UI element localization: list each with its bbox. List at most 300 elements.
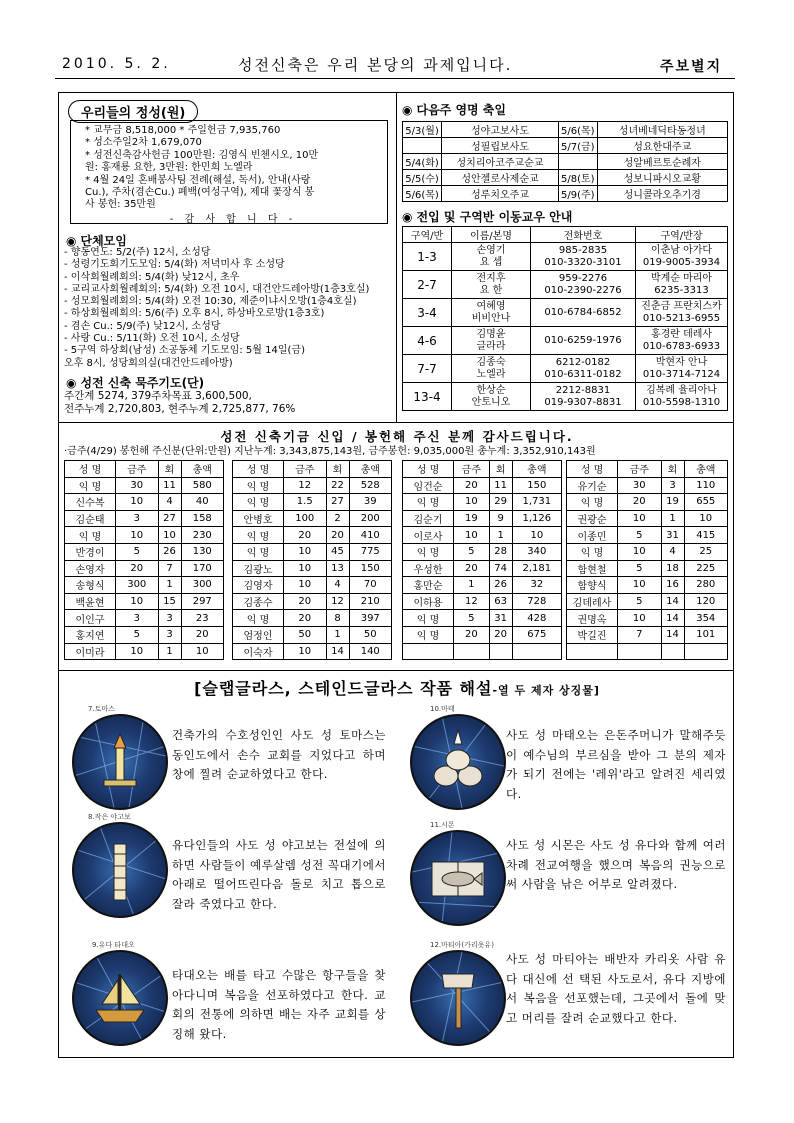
donor-count: 26 [489,577,512,594]
donor-count: 9 [489,510,512,527]
donor-name: 이미라 [65,643,116,660]
table-header-row [567,461,728,478]
column-header: 금주 [284,461,327,478]
offering-line: * 성소주일2차 1,679,070 [85,137,202,149]
donor-count: 1 [158,577,181,594]
table-row [403,527,562,544]
table-row [403,577,562,594]
table-row [65,626,224,643]
donor-count: 28 [489,543,512,560]
table-row [403,626,562,643]
table-row [233,560,392,577]
donor-name: 익 명 [567,494,618,511]
donor-week: 19 [454,510,490,527]
donor-total: 70 [349,577,392,594]
table-row [403,186,728,202]
donor-name: 김순기 [403,510,454,527]
feast-date [403,138,442,154]
offerings-thanks: - 감 사 합 니 다 - [169,213,297,225]
donor-total: 110 [684,477,728,494]
donor-name [567,643,618,660]
moving-name: 김명윤 글라라 [452,327,531,355]
donor-total: 528 [349,477,392,494]
column-header: 구역/반장 [636,227,728,243]
feast-saint: 성치리아코주교순교 [442,154,559,170]
donor-name: 박길진 [567,626,618,643]
donor-week: 5 [454,610,490,627]
donor-name: 김광노 [233,560,284,577]
moving-name: 여혜영 비비안나 [452,299,531,327]
donor-total: 397 [349,610,392,627]
donations-table-1 [64,460,224,660]
moving-zone: 2-7 [403,271,452,299]
donor-total: 10 [181,643,224,660]
moving-zone: 3-4 [403,299,452,327]
donor-week: 10 [454,527,490,544]
donor-week: 30 [618,477,662,494]
donor-total: 150 [512,477,561,494]
donor-name: 홍지연 [65,626,116,643]
donor-week: 10 [284,577,327,594]
table-row [567,510,728,527]
donor-count: 14 [326,643,349,660]
donor-total: 1,126 [512,510,561,527]
donor-name: 이인구 [65,610,116,627]
table-row [65,610,224,627]
donor-name: 익 명 [65,527,116,544]
column-header: 회 [661,461,684,478]
moving-zone: 1-3 [403,243,452,271]
donor-total: 130 [181,543,224,560]
donor-count: 19 [661,494,684,511]
donor-total: 580 [181,477,224,494]
donor-total: 20 [181,626,224,643]
donor-count: 45 [326,543,349,560]
donor-week: 5 [116,543,159,560]
group-item: - 향동연도: 5/2(주) 12시, 소성당 [64,247,211,258]
offering-line: Cu.), 주차(겸손Cu.) 폐백(여성구역), 제대 꽃장식 봉 [85,187,315,199]
item-description: 사도 성 시몬은 사도 성 유다와 함께 여러 차례 전교여행을 했으며 복음의 권능으로써 사람을 낚은 어부로 알려졌다. [506,838,726,891]
table-row [65,593,224,610]
donor-week: 5 [618,593,662,610]
donor-week: 20 [284,527,327,544]
donor-name: 엄정인 [233,626,284,643]
donor-week: 10 [618,543,662,560]
donations-title: 성전 신축기금 신입 / 봉헌해 주신 분께 감사드립니다. [220,429,574,444]
donor-name: 반경이 [65,543,116,560]
donor-name: 안병호 [233,510,284,527]
donor-count: 10 [158,527,181,544]
donor-count: 31 [661,527,684,544]
donor-week: 20 [116,560,159,577]
table-row [233,477,392,494]
donor-total: 230 [181,527,224,544]
feast-date: 5/9(주) [559,186,598,202]
column-divider [396,92,397,422]
rosary-stats [64,390,392,415]
offerings-heading: 우리들의 정성(원) [68,100,198,123]
donor-name: 함현철 [567,560,618,577]
donor-count [489,643,512,660]
target-icon: ◉ [66,376,77,390]
group-item: - 겸손 Cu.: 5/9(주) 낮12시, 소성당 [64,320,221,332]
column-header: 성 명 [65,461,116,478]
donor-week: 10 [116,494,159,511]
target-icon: ◉ [402,210,413,224]
donor-week: 10 [284,560,327,577]
item-caption: 10.마태 [430,705,455,713]
feast-saint: 성요한대주교 [597,138,727,154]
moving-phone: 2212-8831 019-9307-8831 [531,383,636,411]
feast-saint: 성루치오주교 [442,186,559,202]
table-row [567,527,728,544]
column-header: 성 명 [567,461,618,478]
table-row [233,527,392,544]
item-description: 사도 성 마티아는 배반자 카리옷 사람 유다 대신에 선 택된 사도로서, 유다 지방에서 복음을 선포했는데, 그곳에서 돌에 맞고 머리를 잘려 순교했다고 한다. [506,952,726,1025]
column-header: 총액 [181,461,224,478]
liturgy-heading: ◉ 다음주 영명 축일 [402,103,506,117]
donor-count [661,643,684,660]
moving-name: 손영기 요 셉 [452,243,531,271]
donor-week: 20 [284,593,327,610]
bulletin-subtitle: 주보별지 [660,59,723,75]
item-description: 사도 성 마태오는 은돈주머니가 말해주듯이 예수님의 부르심을 받아 그 분의 제자가 되기 전에는 '레위'라고 알려진 세리였다. [506,728,726,801]
feast-table [402,121,728,202]
donor-count: 11 [158,477,181,494]
offerings-box [70,120,388,224]
donor-total [512,643,561,660]
donor-count: 22 [326,477,349,494]
offering-line: 원: 홍재룡 요한, 3만원: 한민희 노엘라 [85,162,253,174]
moving-leader: 이춘남 아가다 019-9005-3934 [636,243,728,271]
donor-count: 29 [489,494,512,511]
column-header: 총액 [684,461,728,478]
moving-leader: 김복례 율리아나 010-5598-1310 [636,383,728,411]
donor-name: 유기순 [567,477,618,494]
moving-phone: 985-2835 010-3320-3101 [531,243,636,271]
moving-heading: ◉ 전입 및 구역반 이동교우 안내 [402,210,573,224]
donor-count: 16 [661,577,684,594]
donor-total: 10 [684,510,728,527]
donor-name: 익 명 [403,494,454,511]
donor-count: 13 [326,560,349,577]
donor-total: 39 [349,494,392,511]
donations-summary: ·금주(4/29) 봉헌해 주신분(단위:만원) 지난누계: 3,343,875,143원, 금주봉헌: 9,035,000원 총누계: 3,352,910,143원 [64,446,596,457]
moving-phone: 6212-0182 010-6311-0182 [531,355,636,383]
moving-zone: 4-6 [403,327,452,355]
table-row [403,122,728,138]
donor-name: 홍만순 [403,577,454,594]
group-item: 오후 8시, 성당회의실(대건안드레아방) [64,357,233,369]
donor-total: 40 [181,494,224,511]
donor-week: 3 [116,510,159,527]
table-row [403,494,562,511]
donations-table-4 [566,460,728,660]
item-caption: 9.유다 타대오 [92,941,135,949]
table-row [65,477,224,494]
moving-phone: 959-2276 010-2390-2276 [531,271,636,299]
donor-name: 우성한 [403,560,454,577]
donor-week: 20 [454,626,490,643]
table-row [403,543,562,560]
donor-total: 200 [349,510,392,527]
table-row [403,327,728,355]
feast-saint: 성니콜라오추기경 [597,186,727,202]
feast-saint: 성안젤로사제순교 [442,170,559,186]
table-row [403,299,728,327]
donor-total: 410 [349,527,392,544]
donor-week: 10 [454,494,490,511]
donor-week: 10 [284,643,327,660]
table-header-row [233,461,392,478]
table-row [65,543,224,560]
table-row [233,610,392,627]
donor-total: 354 [684,610,728,627]
group-item: - 이삭회월례회의: 5/4(화) 낮12시, 초우 [64,271,240,283]
table-row [65,643,224,660]
donor-week: 10 [618,577,662,594]
donor-week: 10 [116,527,159,544]
column-header: 회 [326,461,349,478]
moving-zone: 13-4 [403,383,452,411]
rosary-line: 전주누계 2,720,803, 현주누계 2,725,877, 76% [64,402,296,415]
section-divider-top [58,422,734,423]
feast-saint: 성필립보사도 [442,138,559,154]
donor-total: 50 [349,626,392,643]
donor-name: 익 명 [233,543,284,560]
donor-count: 4 [326,577,349,594]
group-item: - 하상회월례회의: 5/6(주) 오후 8시, 하상바오로방(1층3호) [64,308,325,320]
target-icon: ◉ [66,234,77,248]
donor-count: 27 [158,510,181,527]
donor-week: 100 [284,510,327,527]
donor-total: 10 [512,527,561,544]
fish-book-icon [410,830,506,926]
table-row [403,154,728,170]
column-header: 성 명 [233,461,284,478]
donor-count: 2 [326,510,349,527]
feast-date: 5/4(화) [403,154,442,170]
donor-total: 170 [181,560,224,577]
donor-name: 백윤현 [65,593,116,610]
moving-phone: 010-6259-1976 [531,327,636,355]
column-header: 금주 [618,461,662,478]
donor-total: 210 [349,593,392,610]
donor-count: 4 [158,494,181,511]
donor-week: 10 [618,610,662,627]
bulletin-title: 성전신축은 우리 본당의 과제입니다. [238,56,513,74]
donor-count: 18 [661,560,684,577]
donor-count: 1 [489,527,512,544]
donor-total: 675 [512,626,561,643]
moving-leader: 진춘금 프란치스카 010-5213-6955 [636,299,728,327]
column-header: 총액 [512,461,561,478]
donor-week: 10 [284,543,327,560]
donor-total: 225 [684,560,728,577]
table-row [403,271,728,299]
donor-name: 김영자 [233,577,284,594]
group-item: - 5구역 하상회(남성) 소공동체 기도모임: 5월 14일(금) [64,345,305,357]
donor-count: 3 [158,610,181,627]
donor-total: 150 [349,560,392,577]
donor-count: 26 [158,543,181,560]
donor-total: 1,731 [512,494,561,511]
header-rule [55,78,735,79]
table-row [233,626,392,643]
donor-week: 5 [116,626,159,643]
donor-total: 23 [181,610,224,627]
moving-table [402,226,728,411]
donor-count: 20 [326,527,349,544]
donor-name: 김데레사 [567,593,618,610]
donor-week: 20 [454,477,490,494]
table-row [65,577,224,594]
column-header: 전화번호 [531,227,636,243]
table-row [567,643,728,660]
table-row [403,643,562,660]
donor-total: 297 [181,593,224,610]
donor-week: 1.5 [284,494,327,511]
table-row [567,560,728,577]
feast-saint: 성보니파시오교황 [597,170,727,186]
donor-count: 27 [326,494,349,511]
donor-name: 임건순 [403,477,454,494]
group-item: - 성령기도회기도모임: 5/4(화) 저녁미사 후 소성당 [64,259,285,271]
donor-count: 31 [489,610,512,627]
donor-count: 11 [489,477,512,494]
donor-name: 이숙자 [233,643,284,660]
donor-count: 15 [158,593,181,610]
donor-count: 14 [661,610,684,627]
donor-name: 익 명 [233,610,284,627]
donor-total: 120 [684,593,728,610]
donor-total: 140 [349,643,392,660]
offering-line: * 성전신축감사헌금 100만원: 김영식 빈첸시오, 10만 [85,149,319,161]
donor-total: 428 [512,610,561,627]
donor-week: 12 [454,593,490,610]
table-row [567,543,728,560]
tower-icon [72,714,168,810]
item-description: 유다인들의 사도 성 야고보는 전설에 의하면 사람들이 예루살렘 성전 꼭대기에서 아래로 떨어뜨린다음 돌로 치고 톱으로 잘라 죽였다고 한다. [172,838,386,911]
donor-name: 권명옥 [567,610,618,627]
table-row [65,510,224,527]
donor-total: 158 [181,510,224,527]
table-row [403,477,562,494]
donor-week: 10 [116,643,159,660]
offering-line: 사 봉헌: 35만원 [85,199,156,211]
moving-leader: 박계순 마리아 6235-3313 [636,271,728,299]
donor-name: 이종민 [567,527,618,544]
donor-name: 익 명 [233,477,284,494]
item-caption: 12.마티아(가리옷유) [430,941,494,949]
moving-name: 전지후 요 한 [452,271,531,299]
feast-date: 5/8(토) [559,170,598,186]
donor-total: 340 [512,543,561,560]
table-row [403,610,562,627]
column-header: 회 [158,461,181,478]
group-item: - 성모회월례회의: 5/4(화) 오전 10:30, 제준이냐시오방(1층4호실) [64,296,357,308]
donor-total: 32 [512,577,561,594]
table-row [567,577,728,594]
donations-table-2 [232,460,392,660]
donor-week: 300 [116,577,159,594]
table-row [567,477,728,494]
donor-name: 이로사 [403,527,454,544]
donor-name: 익 명 [567,543,618,560]
donor-week: 20 [618,494,662,511]
donor-total: 280 [684,577,728,594]
donor-total: 2,181 [512,560,561,577]
donor-week: 5 [454,543,490,560]
donor-count: 20 [489,626,512,643]
donor-name: 익 명 [233,494,284,511]
rosary-line: 주간계 5274, 379주차목표 3,600,500, [64,390,252,402]
saw-icon [72,822,168,918]
table-row [233,593,392,610]
moving-phone: 010-6784-6852 [531,299,636,327]
target-icon: ◉ [402,103,413,117]
table-row [567,593,728,610]
donor-count: 12 [326,593,349,610]
item-description: 건축가의 수호성인인 사도 성 토마스는 동인도에서 손수 교회를 지었다고 하며 창에 찔려 순교하였다고 한다. [172,728,386,781]
donor-count: 74 [489,560,512,577]
column-header: 성 명 [403,461,454,478]
money-bags-icon [410,714,506,810]
feast-date: 5/6(목) [403,186,442,202]
moving-name: 한상순 안토니오 [452,383,531,411]
donor-name [403,643,454,660]
donor-name: 김순태 [65,510,116,527]
item-caption: 8.작은 야고보 [88,813,131,821]
table-header-row [403,461,562,478]
table-row [567,610,728,627]
donor-name: 익 명 [233,527,284,544]
moving-zone: 7-7 [403,355,452,383]
table-row [403,138,728,154]
feast-saint: 성녀베네딕타동정녀 [597,122,727,138]
table-row [233,577,392,594]
donor-count: 1 [158,643,181,660]
donor-week: 1 [454,577,490,594]
donor-name: 신수복 [65,494,116,511]
table-row [567,626,728,643]
donor-count: 4 [661,543,684,560]
table-row [65,560,224,577]
item-caption: 7.토마스 [88,705,115,713]
donor-total: 25 [684,543,728,560]
groups-heading: ◉ 단체모임 [66,234,127,248]
stained-glass-title: [슬랩글라스, 스테인드글라스 작품 해설-열 두 제자 상징물] [194,679,600,698]
column-header: 구역/반 [403,227,452,243]
donor-name: 이하용 [403,593,454,610]
donor-name: 익 명 [403,626,454,643]
moving-leader: 홍경란 데레사 010-6783-6933 [636,327,728,355]
table-row [403,355,728,383]
column-header: 금주 [116,461,159,478]
donor-count: 8 [326,610,349,627]
donor-week: 20 [284,610,327,627]
donor-name: 익 명 [403,610,454,627]
donor-week: 30 [116,477,159,494]
donor-total: 101 [684,626,728,643]
feast-date: 5/6(목) [559,122,598,138]
donor-week: 10 [618,510,662,527]
donor-total [684,643,728,660]
donor-total: 775 [349,543,392,560]
donor-week: 10 [116,593,159,610]
donor-name: 권광순 [567,510,618,527]
table-row [233,643,392,660]
